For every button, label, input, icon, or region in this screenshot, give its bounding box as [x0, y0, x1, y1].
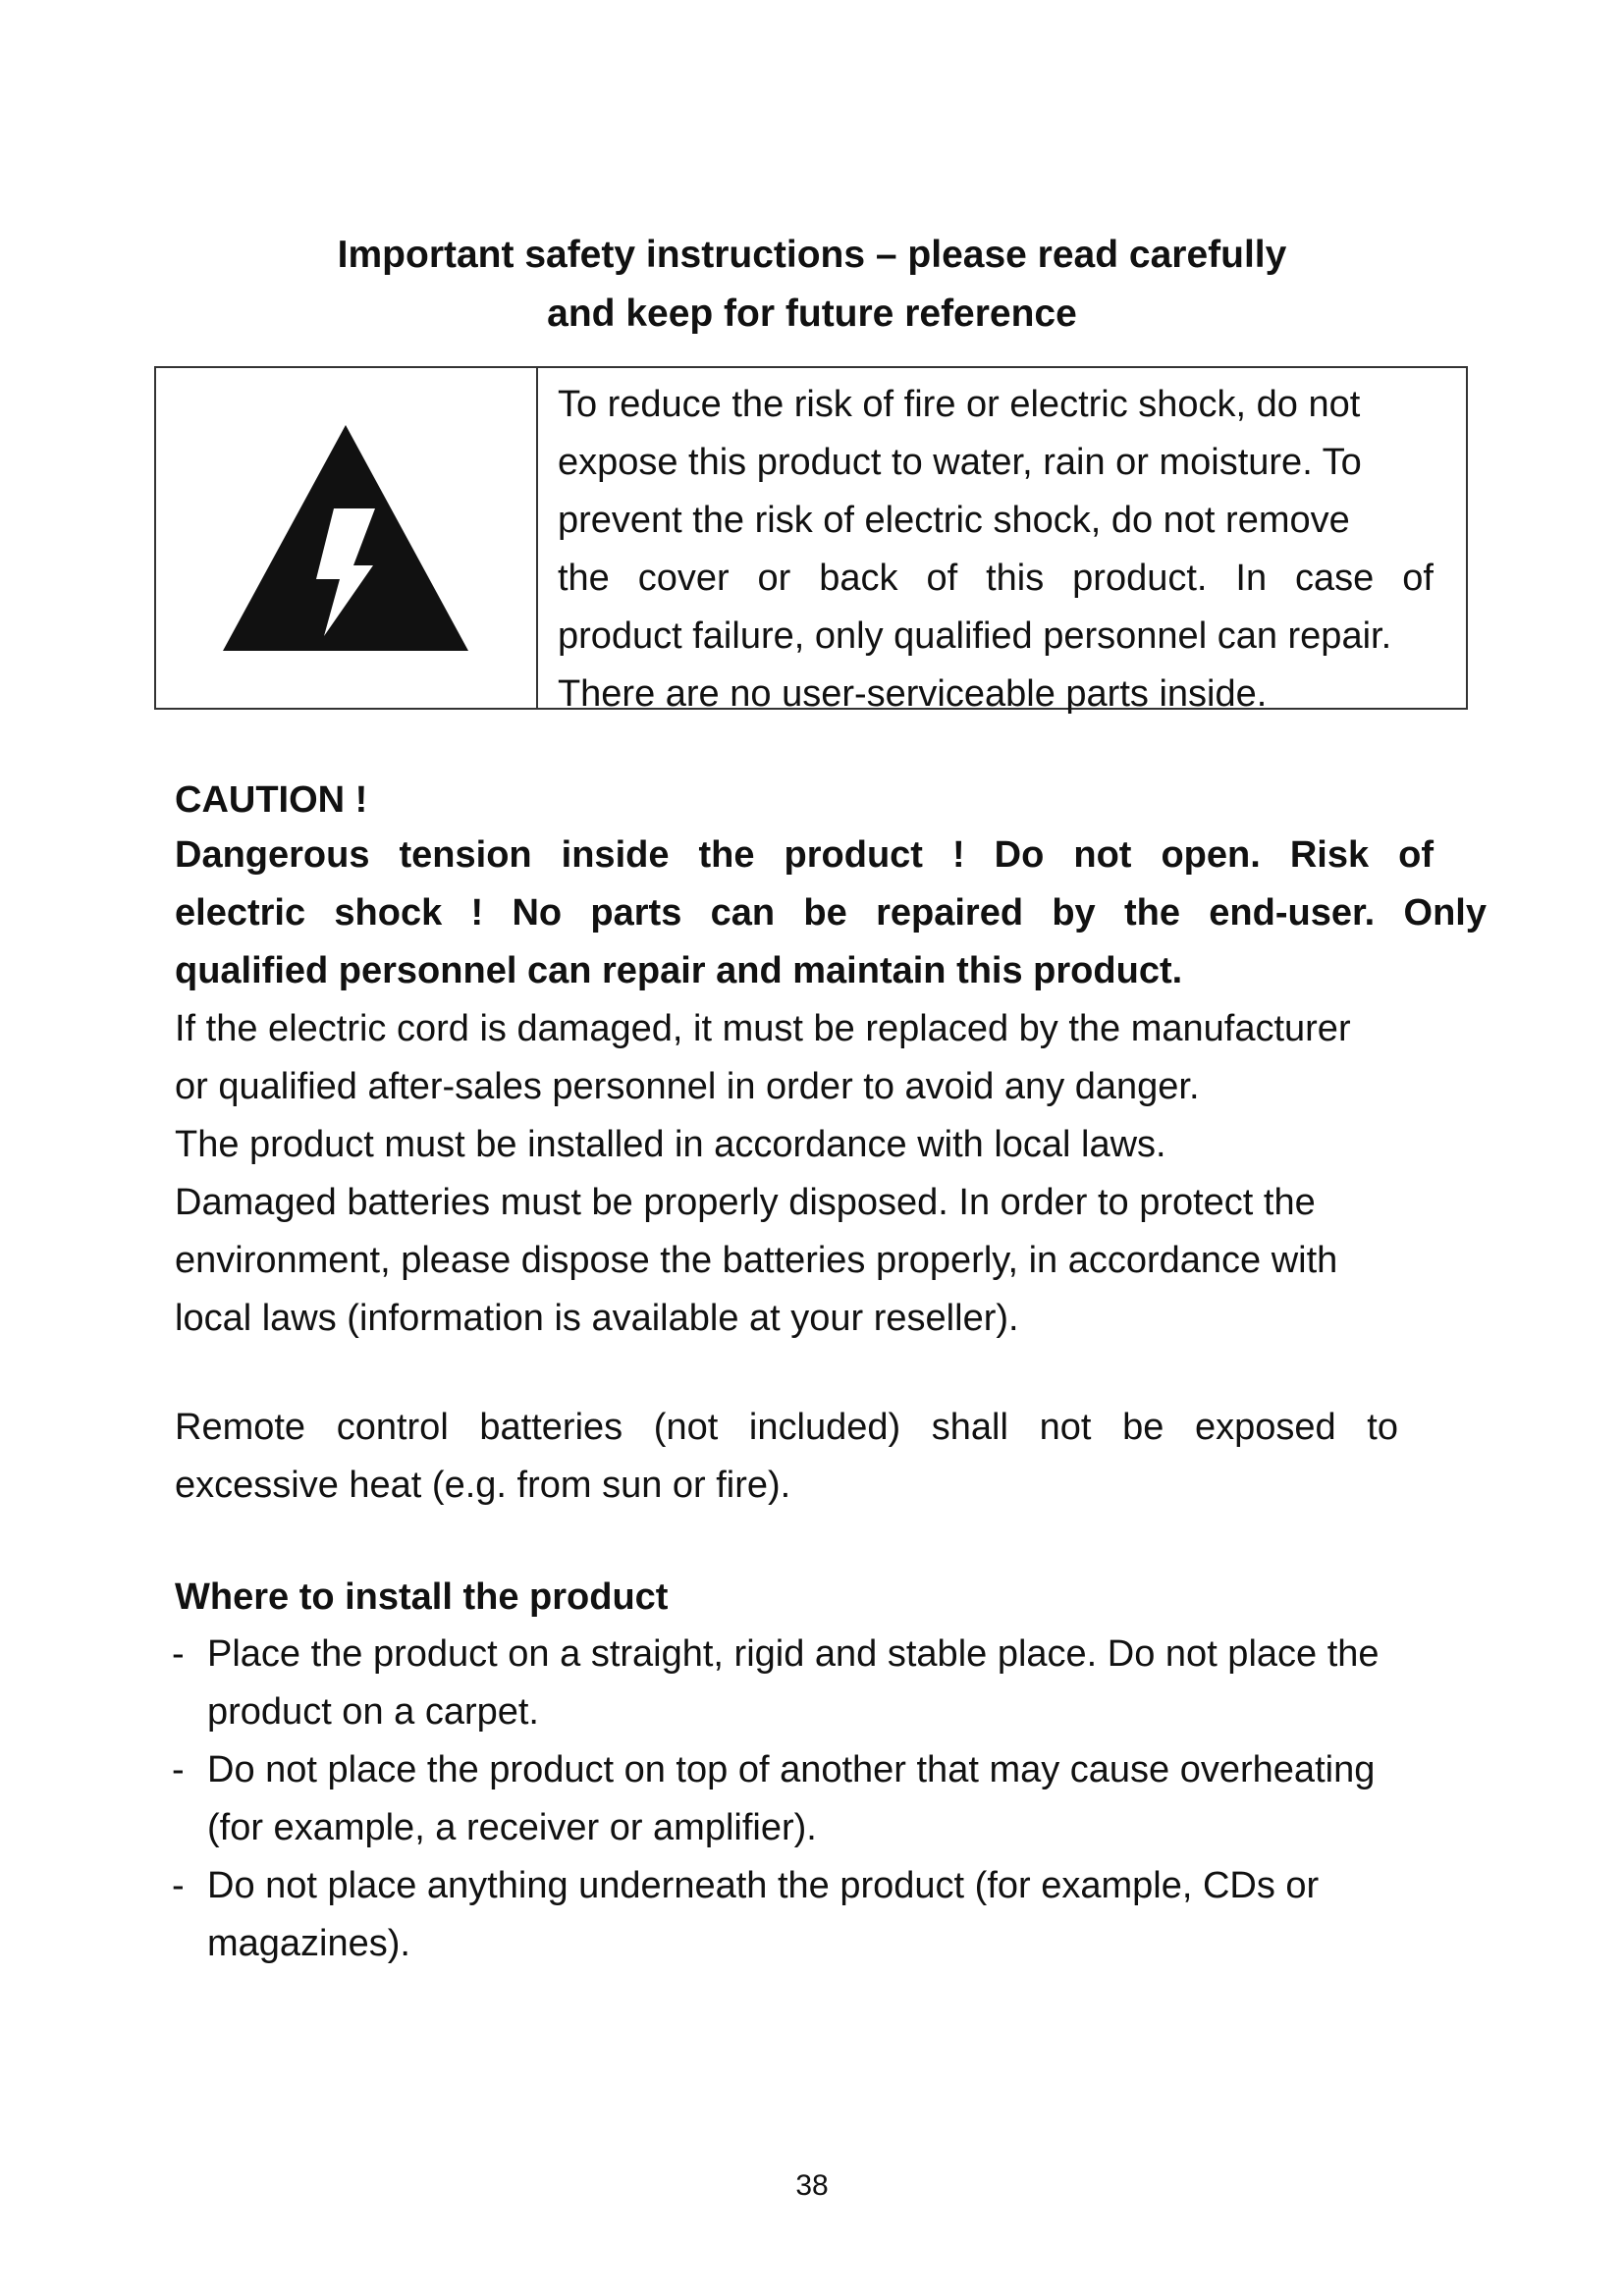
title-line-1: Important safety instructions – please read carefully	[337, 234, 1287, 276]
remote-line: excessive heat (e.g. from sun or fire).	[175, 1465, 791, 1506]
list-item-line: magazines).	[207, 1923, 410, 1964]
battery-paragraph	[175, 1174, 1490, 1348]
cord-paragraph	[175, 1000, 1490, 1116]
list-dash: -	[172, 1749, 185, 1790]
list-item-line: product on a carpet.	[207, 1691, 539, 1733]
cord-line: If the electric cord is damaged, it must be replaced by the manufacturer	[175, 1008, 1351, 1049]
install-heading: Where to install the product	[175, 1576, 669, 1618]
list-item	[172, 1626, 1497, 1741]
caution-line: electric shock ! No parts can be repaired by the end-user. Only	[175, 892, 1487, 934]
warning-line: the cover or back of this product. In case of	[557, 558, 1434, 599]
warning-line: To reduce the risk of fire or electric shock, do not	[557, 384, 1361, 425]
install-list	[172, 1626, 1497, 1973]
page-title	[0, 226, 1624, 344]
battery-line: environment, please dispose the batteries properly, in accordance with	[175, 1240, 1338, 1281]
warning-line: product failure, only qualified personnel can repair.	[557, 615, 1392, 657]
install-law-line: The product must be installed in accordance with local laws.	[175, 1124, 1166, 1165]
page-number: 38	[795, 2169, 829, 2202]
list-item	[172, 1857, 1497, 1973]
list-item	[172, 1741, 1497, 1857]
list-dash: -	[172, 1633, 185, 1675]
list-item-line: Place the product on a straight, rigid and stable place. Do not place the	[207, 1633, 1380, 1675]
warning-icon-cell	[156, 368, 538, 708]
cord-line: or qualified after-sales personnel in order to avoid any danger.	[175, 1066, 1200, 1107]
install-law-paragraph	[175, 1116, 1490, 1174]
list-item-line: Do not place the product on top of another that may cause overheating	[207, 1749, 1376, 1790]
remote-paragraph	[175, 1399, 1490, 1515]
caution-line: qualified personnel can repair and maintain this product.	[175, 950, 1183, 991]
remote-line: Remote control batteries (not included) shall not be exposed to	[175, 1407, 1398, 1448]
electric-hazard-warning-triangle-icon	[218, 420, 473, 656]
list-item-line: Do not place anything underneath the product (for example, CDs or	[207, 1865, 1320, 1906]
warning-line: expose this product to water, rain or moisture. To	[557, 442, 1362, 483]
title-line-2: and keep for future reference	[547, 293, 1077, 335]
electric-shock-warning-box	[154, 366, 1468, 715]
caution-line: Dangerous tension inside the product ! Do not open. Risk of	[175, 834, 1434, 876]
battery-line: Damaged batteries must be properly disposed. In order to protect the	[175, 1182, 1316, 1223]
warning-line: There are no user-serviceable parts inside.	[557, 673, 1268, 715]
battery-line: local laws (information is available at your reseller).	[175, 1298, 1019, 1339]
warning-text	[538, 368, 1466, 715]
list-dash: -	[172, 1865, 185, 1906]
warning-line: prevent the risk of electric shock, do not remove	[557, 500, 1350, 541]
caution-bold-text	[175, 827, 1490, 1000]
caution-heading: CAUTION !	[175, 779, 368, 821]
list-item-line: (for example, a receiver or amplifier).	[207, 1807, 817, 1848]
